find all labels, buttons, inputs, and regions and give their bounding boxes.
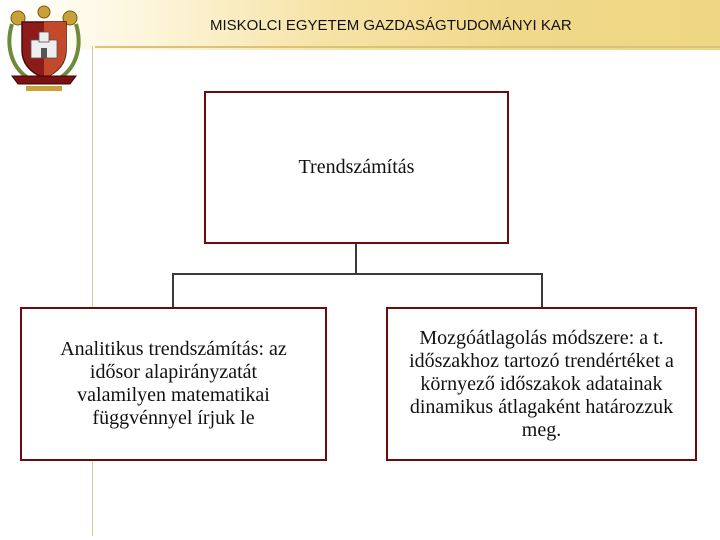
diagram-root-label: Trendszámítás bbox=[298, 156, 415, 178]
connector-right-down bbox=[541, 273, 543, 308]
diagram-child-analytic-label: Analitikus trendszámítás: az idősor alapirányzatát valamilyen matematikai függvénnyel írjuk le bbox=[60, 338, 287, 429]
diagram-child-moving-average bbox=[386, 307, 697, 461]
header-divider bbox=[95, 46, 720, 48]
connector-left-down bbox=[172, 273, 174, 308]
page-title: MISKOLCI EGYETEM GAZDASÁGTUDOMÁNYI KAR bbox=[210, 17, 572, 34]
connector-horizontal bbox=[172, 273, 543, 275]
side-divider bbox=[92, 46, 93, 536]
connector-root-down bbox=[355, 244, 357, 274]
diagram-child-moving-average-label: Mozgóátlagolás módszere: a t. időszakhoz tartozó trendértéket a környező időszakok adatainak dinamikus átlagaként határozzuk meg. bbox=[409, 326, 674, 441]
diagram-child-analytic bbox=[20, 307, 327, 461]
university-crest-icon bbox=[4, 4, 84, 92]
diagram-root-box bbox=[204, 91, 509, 244]
